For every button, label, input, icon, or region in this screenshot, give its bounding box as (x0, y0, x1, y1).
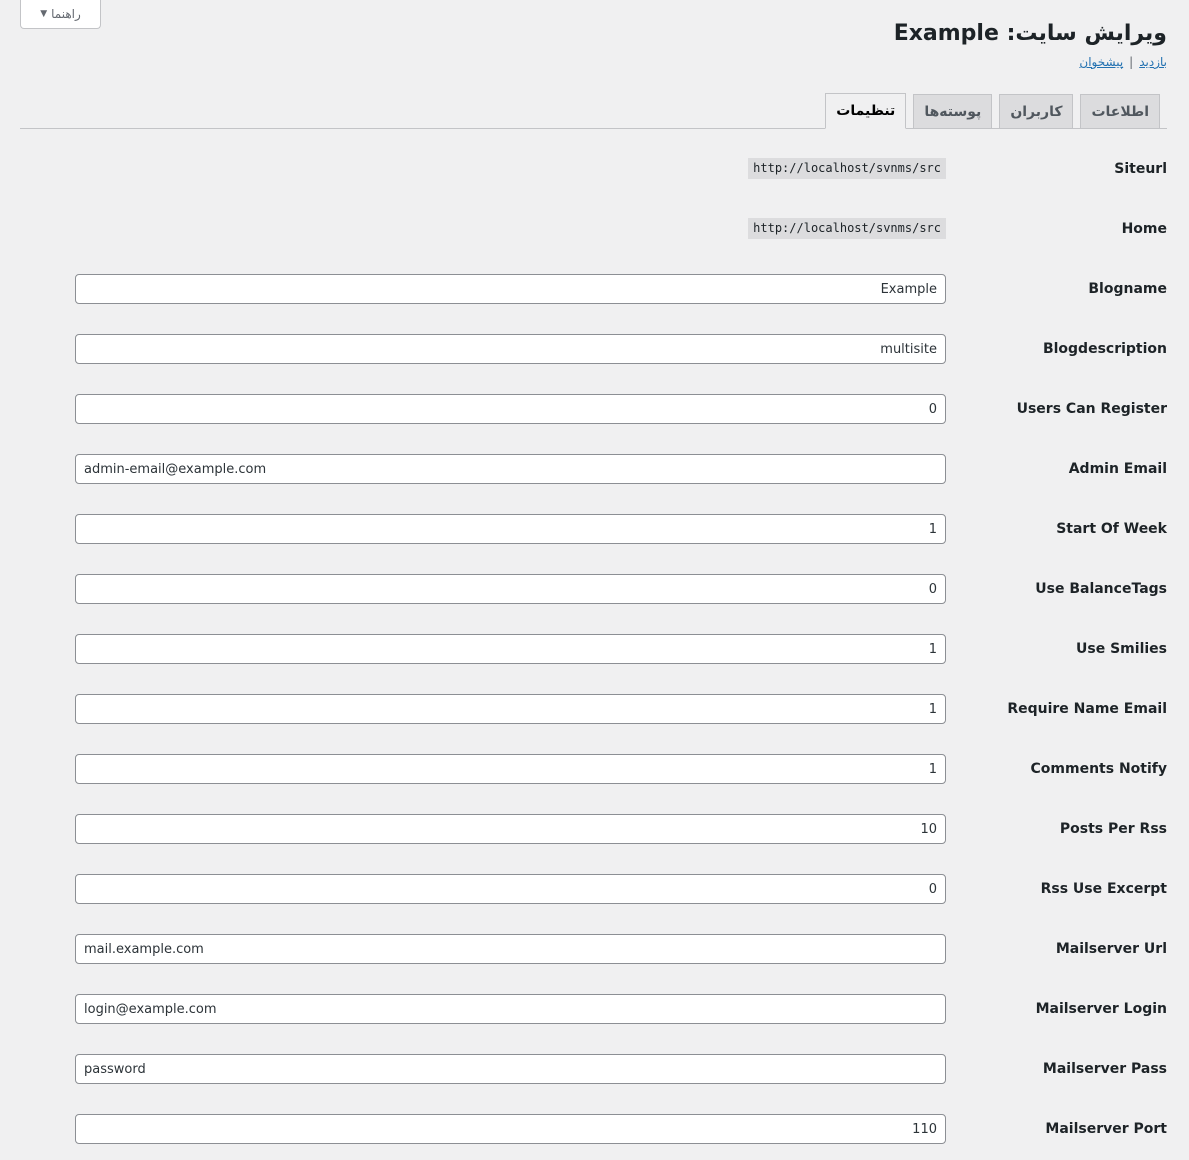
settings-form-table (0, 139, 1189, 1159)
home-value: http://localhost/svnms/src (748, 218, 946, 239)
users-can-register-label: Users Can Register (1016, 401, 1167, 417)
blogdescription-label: Blogdescription (1042, 341, 1167, 357)
setting-row-require-name-email (0, 679, 1189, 739)
tab-settings[interactable]: تنظیمات (825, 93, 906, 129)
siteurl-label: Siteurl (1114, 161, 1167, 177)
use-smilies-label: Use Smilies (1076, 641, 1167, 657)
comments-notify-label: Comments Notify (1030, 761, 1167, 777)
start-of-week-label: Start Of Week (1056, 521, 1167, 537)
link-separator: | (1129, 55, 1134, 69)
page-title (894, 18, 1167, 50)
page-title-site-name: Example (893, 21, 999, 46)
setting-row-rss-use-excerpt (0, 859, 1189, 919)
mailserver-login-input[interactable] (75, 994, 946, 1024)
blogname-input[interactable] (75, 274, 946, 304)
use-smilies-input[interactable] (75, 634, 946, 664)
setting-row-blogname (0, 259, 1189, 319)
posts-per-rss-label: Posts Per Rss (1059, 821, 1167, 837)
setting-row-admin-email (0, 439, 1189, 499)
setting-row-mailserver-login (0, 979, 1189, 1039)
use-balancetags-label: Use BalanceTags (1035, 581, 1167, 597)
mailserver-url-label: Mailserver Url (1055, 941, 1167, 957)
caret-down-icon: ▼ (40, 9, 48, 19)
admin-email-label: Admin Email (1068, 461, 1167, 477)
setting-row-mailserver-port (0, 1099, 1189, 1159)
mailserver-pass-input[interactable] (75, 1054, 946, 1084)
require-name-email-input[interactable] (75, 694, 946, 724)
site-action-links (1079, 55, 1167, 69)
setting-row-comments-notify (0, 739, 1189, 799)
tab-info[interactable]: اطلاعات (1080, 94, 1160, 128)
page-title-prefix: ویرایش سایت: (1006, 21, 1167, 46)
posts-per-rss-input[interactable] (75, 814, 946, 844)
dashboard-link[interactable]: پیشخوان (1079, 55, 1124, 69)
users-can-register-input[interactable] (75, 394, 946, 424)
visit-site-link[interactable]: بازدید (1139, 55, 1167, 69)
start-of-week-input[interactable] (75, 514, 946, 544)
setting-row-use-smilies (0, 619, 1189, 679)
home-label: Home (1121, 221, 1167, 237)
mailserver-pass-label: Mailserver Pass (1042, 1061, 1167, 1077)
setting-row-users-can-register (0, 379, 1189, 439)
siteurl-value: http://localhost/svnms/src (748, 158, 946, 179)
require-name-email-label: Require Name Email (1007, 701, 1167, 717)
mailserver-port-label: Mailserver Port (1045, 1121, 1167, 1137)
mailserver-login-label: Mailserver Login (1035, 1001, 1167, 1017)
rss-use-excerpt-label: Rss Use Excerpt (1040, 881, 1167, 897)
setting-row-start-of-week (0, 499, 1189, 559)
blogdescription-input[interactable] (75, 334, 946, 364)
setting-row-mailserver-url (0, 919, 1189, 979)
tab-users[interactable]: کاربران (999, 94, 1073, 128)
setting-row-posts-per-rss (0, 799, 1189, 859)
help-tab-button[interactable] (20, 0, 101, 29)
tab-themes[interactable]: پوسته‌ها (913, 94, 992, 128)
mailserver-port-input[interactable] (75, 1114, 946, 1144)
help-label: راهنما (51, 7, 81, 21)
blogname-label: Blogname (1088, 281, 1167, 297)
setting-row-use-balancetags (0, 559, 1189, 619)
mailserver-url-input[interactable] (75, 934, 946, 964)
use-balancetags-input[interactable] (75, 574, 946, 604)
rss-use-excerpt-input[interactable] (75, 874, 946, 904)
setting-row-home (0, 199, 1189, 259)
admin-email-input[interactable] (75, 454, 946, 484)
setting-row-blogdescription (0, 319, 1189, 379)
setting-row-siteurl (0, 139, 1189, 199)
site-edit-tabs (20, 94, 1167, 129)
setting-row-mailserver-pass (0, 1039, 1189, 1099)
comments-notify-input[interactable] (75, 754, 946, 784)
